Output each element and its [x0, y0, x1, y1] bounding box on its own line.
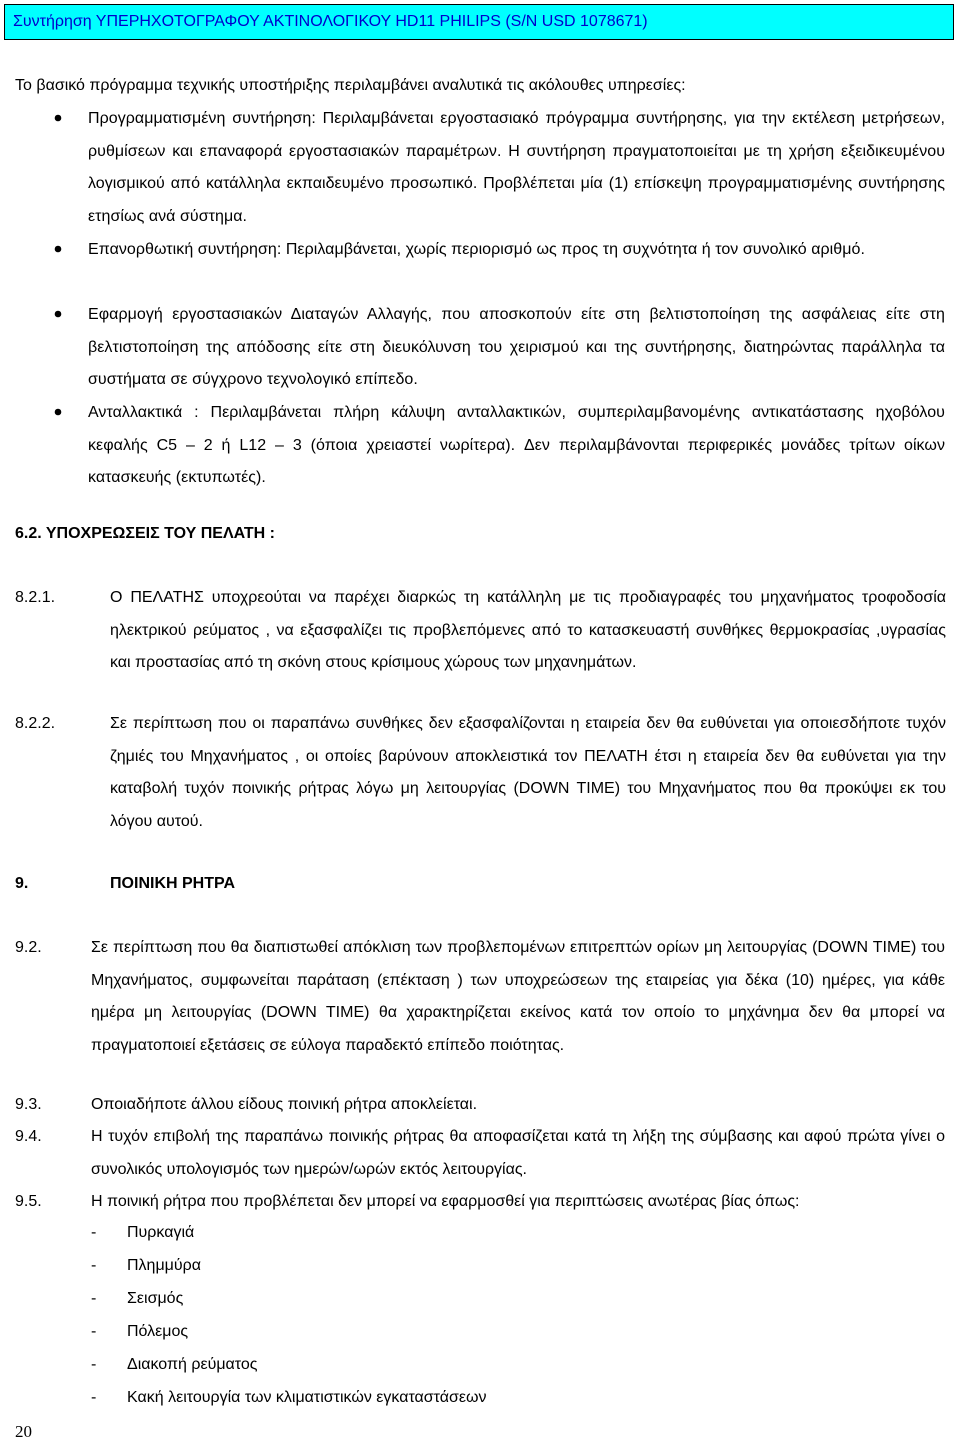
list-item	[91, 1222, 194, 1244]
list-item	[91, 1321, 188, 1343]
list-item-label: Σεισμός	[127, 1290, 184, 1307]
intro-paragraph: Το βασικό πρόγραμμα τεχνικής υποστήριξης περιλαμβάνει αναλυτικά τις ακόλουθες υπηρεσίες:	[15, 77, 686, 94]
document-header	[4, 4, 954, 40]
clause-text: Ο ΠΕΛΑΤΗΣ υποχρεούται να παρέχει διαρκώς τη κατάλληλη με τις προδιαγραφές του μηχανήματος τροφοδοσία ηλεκτρικού ρεύματος , να εξασφαλίζει τις προβλεπόμενες από το κατασκευαστή συνθήκες θερμοκρασίας ,υγρασίας και προστασίας από τη σκόνη στους κρίσιμους χώρους των μηχανημάτων.	[110, 589, 946, 672]
list-item-label: Πόλεμος	[127, 1323, 189, 1340]
list-item-label: Πλημμύρα	[127, 1257, 201, 1274]
section-number-9: 9.	[15, 875, 29, 892]
dash-marker: -	[91, 1356, 97, 1373]
service-item-change-orders: Εφαρμογή εργοστασιακών Διαταγών Αλλαγής, που αποσκοπούν είτε στη βελτιστοποίηση της ασφάλειας είτε στη βελτιστοποίηση της απόδοσης είτε στη διευκόλυνση του χειρισμού και της συντήρησης, διατηρώντας παράλληλα τα συστήματα σε σύγχρονο τεχνολογικό επίπεδο.	[88, 306, 945, 389]
dash-marker: -	[91, 1290, 97, 1307]
dash-marker: -	[91, 1323, 97, 1340]
service-item-corrective: Επανορθωτική συντήρηση: Περιλαμβάνεται, χωρίς περιορισμό ως προς τη συχνότητα ή τον συνολικό αριθμό.	[88, 241, 865, 258]
clause-number: 9.4.	[15, 1128, 42, 1145]
service-item-scheduled: Προγραμματισμένη συντήρηση: Περιλαμβάνεται εργοστασιακό πρόγραμμα συντήρησης, για την εκτέλεση μετρήσεων, ρυθμίσεων και επαναφορά εργοστασιακών παραμέτρων. Η συντήρηση πραγματοποιείται με τη χρήση εξειδικευμένου λογισμικού από κατάλληλα εκπαιδευμένο προσωπικό. Προβλέπεται μία (1) επίσκεψη προγραμματισμένης συντήρησης ετησίως ανά σύστημα.	[88, 110, 945, 226]
clause-number: 9.3.	[15, 1096, 42, 1113]
clause-number: 9.5.	[15, 1193, 42, 1210]
clause-number: 8.2.1.	[15, 589, 56, 606]
list-item-label: Πυρκαγιά	[127, 1224, 195, 1241]
dash-marker: -	[91, 1224, 97, 1241]
clause-text: Σε περίπτωση που οι παραπάνω συνθήκες δεν εξασφαλίζονται η εταιρεία δεν θα ευθύνεται για οποιεσδήποτε τυχόν ζημιές του Μηχανήματος , οι οποίες βαρύνουν αποκλειστικά τον ΠΕΛΑΤΗ έτσι η εταιρεία δεν θα ευθύνεται για την καταβολή τυχόν ποινικής ρήτρας λόγω μη λειτουργίας (DOWN TIME) του Μηχανήματος που θα προκύψει εκ του λόγου αυτού.	[110, 715, 946, 831]
clause-text: Σε περίπτωση που θα διαπιστωθεί απόκλιση των προβλεπομένων επιτρεπτών ορίων μη λειτουργίας (DOWN TIME) του Μηχανήματος, συμφωνείται παράταση (επέκταση ) των υποχρεώσεων της εταιρείας για δέκα (10) ημέρες, για κάθε ημέρα μη λειτουργίας (DOWN TIME) θα χαρακτηρίζεται εκείνος κατά τον οποίο το μηχάνημα δεν θα μπορεί να πραγματοποιεί εξετάσεις σε εύλογα παραδεκτό επίπεδο ποιότητας.	[91, 939, 945, 1055]
list-item	[91, 1255, 201, 1277]
section-heading-6-2: 6.2. ΥΠΟΧΡΕΩΣΕΙΣ ΤΟΥ ΠΕΛΑΤΗ :	[15, 525, 275, 542]
page-number: 20	[15, 1422, 32, 1441]
list-item	[91, 1387, 487, 1409]
list-item	[91, 1288, 183, 1310]
bullet-icon	[53, 244, 63, 254]
list-item	[91, 1354, 258, 1376]
dash-marker: -	[91, 1257, 97, 1274]
bullet-icon	[53, 113, 63, 123]
bullet-icon	[53, 309, 63, 319]
list-item-label: Κακή λειτουργία των κλιματιστικών εγκαταστάσεων	[127, 1389, 487, 1406]
dash-marker: -	[91, 1389, 97, 1406]
section-heading-9: ΠΟΙΝΙΚΗ ΡΗΤΡΑ	[110, 875, 236, 892]
clause-text: Οποιαδήποτε άλλου είδους ποινική ρήτρα αποκλείεται.	[91, 1096, 478, 1113]
clause-text: Η ποινική ρήτρα που προβλέπεται δεν μπορεί να εφαρμοσθεί για περιπτώσεις ανωτέρας βίας όπως:	[91, 1193, 800, 1210]
service-item-spare-parts: Ανταλλακτικά : Περιλαμβάνεται πλήρη κάλυψη ανταλλακτικών, συμπεριλαμβανομένης αντικατάστασης ηχοβόλου κεφαλής C5 – 2 ή L12 – 3 (όποια χρειαστεί νωρίτερα). Δεν περιλαμβάνονται περιφερικές μονάδες τρίτων οίκων κατασκευής (εκτυπωτές).	[88, 404, 945, 487]
clause-text: Η τυχόν επιβολή της παραπάνω ποινικής ρήτρας θα αποφασίζεται κατά τη λήξη της σύμβασης και αφού πρώτα γίνει ο συνολικός υπολογισμός των ημερών/ωρών εκτός λειτουργίας.	[91, 1128, 945, 1178]
document-title: Συντήρηση ΥΠΕΡΗΧΟΤΟΓΡΑΦΟΥ ΑΚΤΙΝΟΛΟΓΙΚΟΥ HD11 PHILIPS (S/N USD 1078671)	[13, 13, 648, 30]
clause-number: 9.2.	[15, 939, 42, 956]
bullet-icon	[53, 407, 63, 417]
clause-number: 8.2.2.	[15, 715, 56, 732]
list-item-label: Διακοπή ρεύματος	[127, 1356, 258, 1373]
